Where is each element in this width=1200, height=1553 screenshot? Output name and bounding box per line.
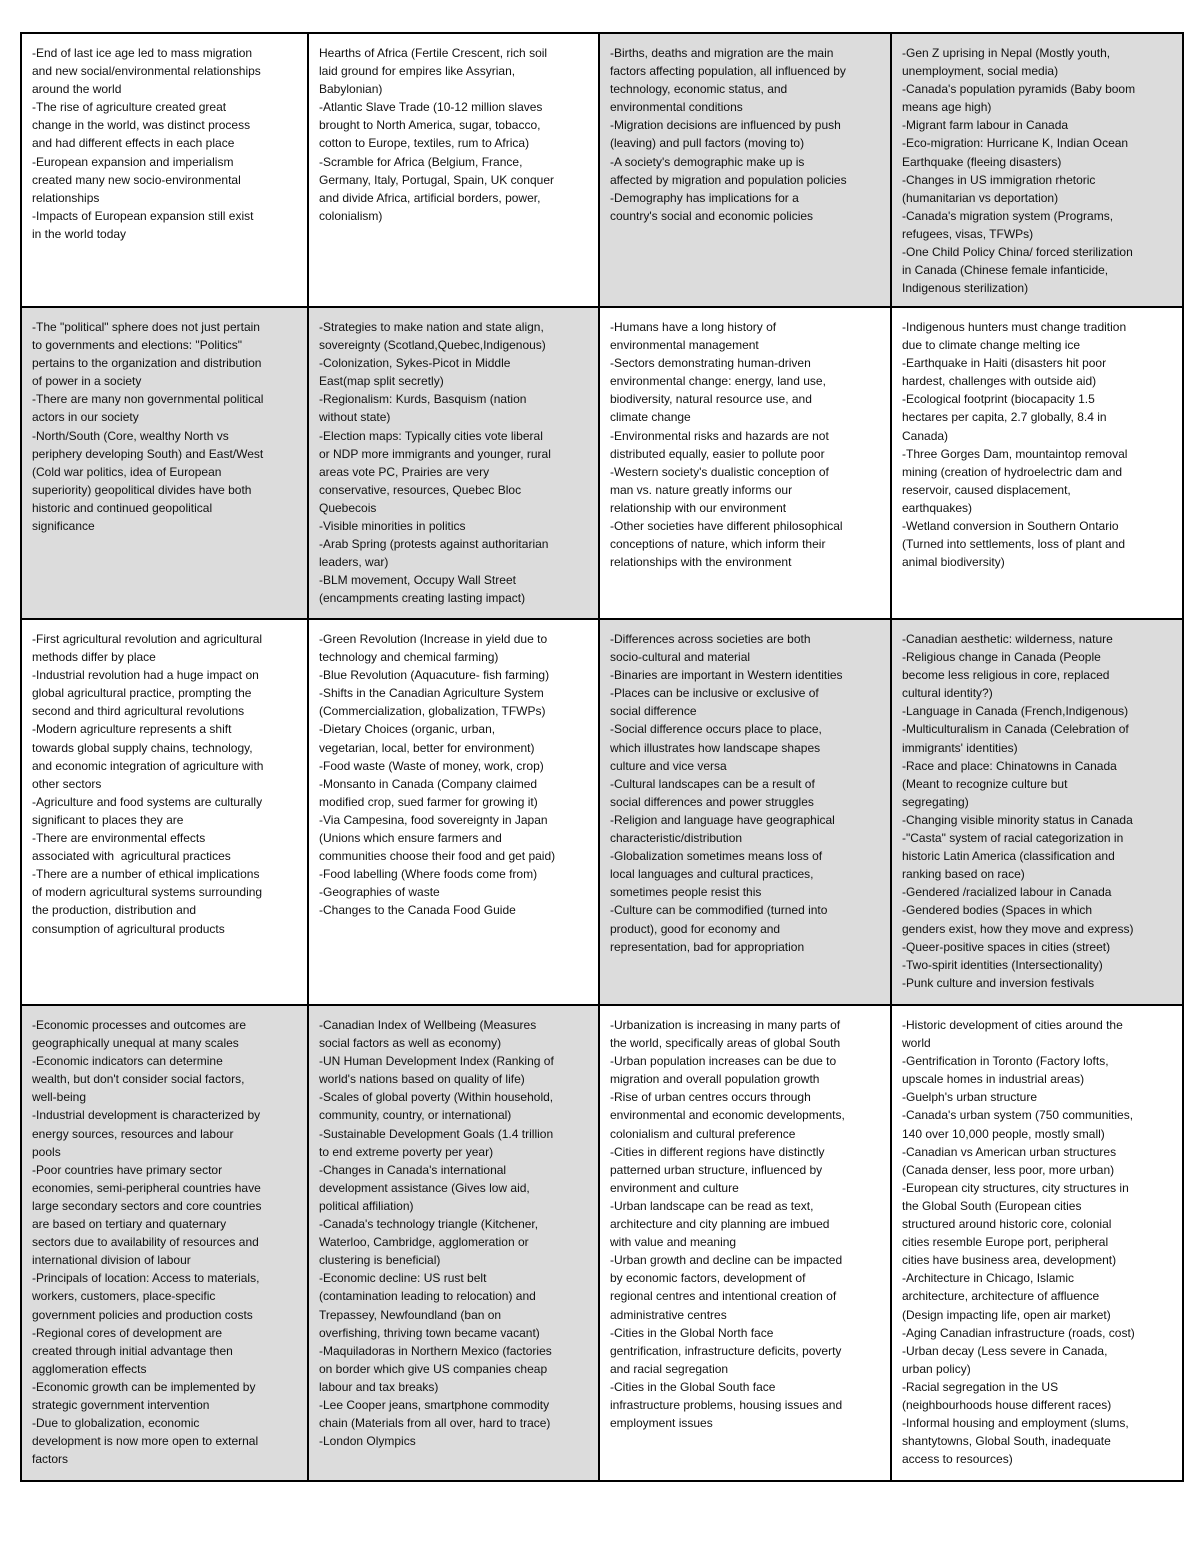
cell-text-line: -Other societies have different philosophical [610, 519, 843, 534]
cell-text-line: become less religious in core, replaced [902, 668, 1110, 683]
cell-text-line: social factors as well as economy) [319, 1036, 502, 1051]
cell-text-line: relationships [32, 190, 100, 205]
cell-r2-c4 [891, 307, 1183, 619]
cell-r1-c3 [599, 33, 891, 307]
cell-text-line: -Geographies of waste [319, 885, 440, 900]
cell-text-line: culture and vice versa [610, 758, 727, 773]
cell-text-line: on border which give US companies cheap [319, 1361, 548, 1376]
cell-text-line: -London Olympics [319, 1434, 416, 1449]
cell-text-line: Babylonian) [319, 82, 383, 97]
cell-text-line: hardest, challenges with outside aid) [902, 374, 1097, 389]
cell-text-line: -There are environmental effects [32, 831, 206, 846]
cell-text-line: in the world today [32, 226, 127, 241]
cell-text-line: and divide Africa, artificial borders, power, [319, 190, 541, 205]
cell-text-line: -Rise of urban centres occurs through [610, 1090, 811, 1105]
cell-text-line: -Green Revolution (Increase in yield due to [319, 632, 548, 646]
cell-text-line: regional centres and intentional creation of [610, 1289, 837, 1304]
cell-text-line: infrastructure problems, housing issues and [610, 1397, 843, 1412]
cell-text-line: (leaving) and pull factors (moving to) [610, 136, 805, 151]
cell-text-line: -Food labelling (Where foods come from) [319, 867, 538, 882]
cell-text-line: -Humans have a long history of [610, 320, 777, 334]
cell-text-line: -Urban decay (Less severe in Canada, [902, 1343, 1108, 1358]
cell-text-line: Quebecois [319, 500, 377, 515]
cell-text-line: wealth, but don't consider social factors, [32, 1072, 245, 1087]
cell-text-line: -Religious change in Canada (People [902, 650, 1101, 665]
cell-text-line: -Industrial development is characterized by [32, 1108, 261, 1123]
cell-text-line: sovereignty (Scotland,Quebec,Indigenous) [319, 338, 546, 353]
cell-text-line: -There are many non governmental political [32, 392, 264, 407]
cell-text-line: genders exist, how they move and express) [902, 921, 1134, 936]
cell-text-line: -Scramble for Africa (Belgium, France, [319, 154, 523, 169]
cell-text-line: -Guelph's urban structure [902, 1090, 1038, 1105]
cell-text-line: cultural identity?) [902, 686, 993, 701]
cell-text-line: social difference [610, 704, 697, 719]
cell-text-line: mining (creation of hydroelectric dam and [902, 464, 1123, 479]
cell-text-line: -Impacts of European expansion still exist [32, 208, 254, 223]
cell-text-line: technology and chemical farming) [319, 650, 499, 665]
cell-text-line: world's nations based on quality of life) [319, 1072, 525, 1087]
notes-table-body [21, 33, 1183, 1481]
cell-text-line: -European city structures, city structures in [902, 1180, 1129, 1195]
cell-text-line: cities have business area, development) [902, 1253, 1117, 1268]
cell-text-line: -Canada's technology triangle (Kitchener, [319, 1217, 539, 1232]
cell-text-line: -Urban population increases can be due to [610, 1054, 837, 1069]
cell-text-line: 140 over 10,000 people, mostly small) [902, 1126, 1105, 1141]
cell-text-line: of power in a society [32, 374, 142, 389]
cell-text-line: -Migrant farm labour in Canada [902, 118, 1069, 133]
cell-text-line: (contamination leading to relocation) and [319, 1289, 536, 1304]
cell-text-line: -Queer-positive spaces in cities (street) [902, 939, 1111, 954]
cell-r1-c2 [308, 33, 599, 307]
cell-text-line: environmental conditions [610, 100, 743, 115]
cell-text-line: government policies and production costs [32, 1307, 253, 1322]
cell-text-line: biodiversity, natural resource use, and [610, 392, 812, 407]
cell-text-line: and racial segregation [610, 1361, 729, 1376]
cell-text-line: man vs. nature greatly informs our [610, 482, 793, 497]
cell-text-line: towards global supply chains, technology, [32, 740, 253, 755]
cell-text-line: in Canada (Chinese female infanticide, [902, 263, 1109, 278]
cell-text-line: -Changes in Canada's international [319, 1162, 507, 1177]
cell-text-line: (humanitarian vs deportation) [902, 190, 1059, 205]
cell-text-line: significance [32, 519, 95, 534]
cell-text-line: -Poor countries have primary sector [32, 1162, 223, 1177]
cell-text-line: -Monsanto in Canada (Company claimed [319, 776, 538, 791]
cell-text-line: distributed equally, easier to pollute poor [610, 446, 825, 461]
cell-text-line: sometimes people resist this [610, 885, 762, 900]
cell-text-line: -Due to globalization, economic [32, 1416, 200, 1431]
cell-text-line: global agricultural practice, prompting the [32, 686, 252, 701]
cell-r4-c4 [891, 1005, 1183, 1481]
cell-text-line: created through initial advantage then [32, 1343, 233, 1358]
cell-text-line: -Gendered /racialized labour in Canada [902, 885, 1112, 900]
cell-text-line: East(map split secretly) [319, 374, 444, 389]
cell-text-line: -Dietary Choices (organic, urban, [319, 722, 496, 737]
cell-text-line: relationship with our environment [610, 500, 787, 515]
cell-text-line: actors in our society [32, 410, 139, 425]
cell-text-line: -Changes to the Canada Food Guide [319, 903, 516, 918]
cell-text-line: socio-cultural and material [610, 650, 751, 665]
cell-text-line: -Western society's dualistic conception of [610, 464, 829, 479]
cell-text-line: (Canada denser, less poor, more urban) [902, 1162, 1115, 1177]
cell-text-line: -Industrial revolution had a huge impact on [32, 668, 259, 683]
cell-r1-c1 [21, 33, 308, 307]
cell-text-line: and economic integration of agriculture with [32, 758, 264, 773]
cell-text-line: by economic factors, development of [610, 1271, 806, 1286]
cell-r3-c3 [599, 619, 891, 1005]
cell-text-line: (encampments creating lasting impact) [319, 591, 526, 606]
cell-r2-c1 [21, 307, 308, 619]
cell-text-line: political affiliation) [319, 1198, 414, 1213]
cell-text-line: -Migration decisions are influenced by push [610, 118, 841, 133]
cell-text-line: change in the world, was distinct process [32, 118, 251, 133]
cell-text-line: social differences and power struggles [610, 794, 814, 809]
cell-text-line: international division of labour [32, 1253, 191, 1268]
cell-text-line: -Urban landscape can be read as text, [610, 1198, 814, 1213]
cell-text-line: -Atlantic Slave Trade (10-12 million slaves [319, 100, 543, 115]
cell-text-line: modified crop, sued farmer for growing it) [319, 794, 538, 809]
cell-text-line: without state) [319, 410, 391, 425]
cell-text-line: superiority) geopolitical divides have both [32, 482, 252, 497]
cell-r3-c2 [308, 619, 599, 1005]
cell-text-line: -Gendered bodies (Spaces in which [902, 903, 1093, 918]
cell-text-line: economies, semi-peripheral countries have [32, 1180, 261, 1195]
cell-text-line: or NDP more immigrants and younger, rural [319, 446, 551, 461]
cell-text-line: country's social and economic policies [610, 208, 814, 223]
cell-r3-c1 [21, 619, 308, 1005]
cell-text-line: -Punk culture and inversion festivals [902, 975, 1095, 990]
cell-text-line: -Gen Z uprising in Nepal (Mostly youth, [902, 46, 1111, 60]
cell-text-line: -The "political" sphere does not just pertain [32, 320, 260, 334]
cell-text-line: factors [32, 1452, 69, 1467]
table-row-2 [21, 307, 1183, 619]
cell-text-line: historic and continued geopolitical [32, 500, 213, 515]
cell-text-line: -Economic indicators can determine [32, 1054, 223, 1069]
cell-text-line: to end extreme poverty per year) [319, 1144, 494, 1159]
cell-text-line: energy sources, resources and labour [32, 1126, 234, 1141]
cell-r2-c2 [308, 307, 599, 619]
cell-text-line: -Shifts in the Canadian Agriculture System [319, 686, 544, 701]
cell-text-line: -Social difference occurs place to place, [610, 722, 822, 737]
cell-text-line: methods differ by place [32, 650, 156, 665]
cell-text-line: -Births, deaths and migration are the main [610, 46, 834, 60]
cell-text-line: climate change [610, 410, 691, 425]
cell-text-line: -Three Gorges Dam, mountaintop removal [902, 446, 1128, 461]
cell-text-line: -Economic processes and outcomes are [32, 1018, 247, 1032]
cell-text-line: the production, distribution and [32, 903, 197, 918]
cell-text-line: -Canadian vs American urban structures [902, 1144, 1117, 1159]
cell-text-line: -Regionalism: Kurds, Basquism (nation [319, 392, 527, 407]
cell-text-line: Earthquake (fleeing disasters) [902, 154, 1062, 169]
cell-text-line: ranking based on race) [902, 867, 1025, 882]
cell-text-line: employment issues [610, 1416, 713, 1431]
cell-text-line: -Lee Cooper jeans, smartphone commodity [319, 1397, 550, 1412]
cell-text-line: conceptions of nature, which inform their [610, 537, 826, 552]
cell-text-line: which illustrates how landscape shapes [610, 740, 821, 755]
cell-text-line: sectors due to availability of resources and [32, 1235, 259, 1250]
cell-text-line: -Environmental risks and hazards are not [610, 428, 829, 443]
cell-text-line: cities resemble Europe port, peripheral [902, 1235, 1109, 1250]
cell-text-line: refugees, visas, TFWPs) [902, 226, 1034, 241]
table-row-4 [21, 1005, 1183, 1481]
cell-text-line: -Food waste (Waste of money, work, crop) [319, 758, 544, 773]
cell-r3-c4 [891, 619, 1183, 1005]
cell-text-line: and new social/environmental relationships [32, 64, 261, 79]
table-row-3 [21, 619, 1183, 1005]
cell-text-line: -Cultural landscapes can be a result of [610, 776, 815, 791]
cell-text-line: leaders, war) [319, 555, 389, 570]
cell-text-line: environmental and economic developments, [610, 1108, 845, 1123]
cell-text-line: affected by migration and population policies [610, 172, 847, 187]
cell-r1-c4 [891, 33, 1183, 307]
cell-text-line: (Design impacting life, open air market) [902, 1307, 1111, 1322]
cell-text-line: -Architecture in Chicago, Islamic [902, 1271, 1075, 1286]
cell-text-line: Indigenous sterilization) [902, 281, 1029, 296]
cell-text-line: -Informal housing and employment (slums, [902, 1416, 1129, 1431]
cell-text-line: and had different effects in each place [32, 136, 235, 151]
cell-text-line: brought to North America, sugar, tobacco, [319, 118, 541, 133]
cell-text-line: immigrants' identities) [902, 740, 1018, 755]
cell-text-line: -Wetland conversion in Southern Ontario [902, 519, 1119, 534]
cell-text-line: gentrification, infrastructure deficits, poverty [610, 1343, 842, 1358]
cell-text-line: (Unions which ensure farmers and [319, 831, 502, 846]
cell-text-line: means age high) [902, 100, 992, 115]
cell-text-line: are based on tertiary and quaternary [32, 1217, 227, 1232]
cell-text-line: -Aging Canadian infrastructure (roads, cost) [902, 1325, 1135, 1340]
cell-text-line: other sectors [32, 776, 102, 791]
cell-text-line: (Meant to recognize culture but [902, 776, 1068, 791]
cell-text-line: colonialism and cultural preference [610, 1126, 796, 1141]
cell-text-line: (Turned into settlements, loss of plant and [902, 537, 1126, 552]
cell-text-line: -Canadian aesthetic: wilderness, nature [902, 632, 1113, 646]
cell-text-line: colonialism) [319, 208, 383, 223]
cell-text-line: -Changing visible minority status in Canada [902, 812, 1133, 827]
cell-text-line: vegetarian, local, better for environment) [319, 740, 535, 755]
cell-text-line: (neighbourhoods house different races) [902, 1397, 1112, 1412]
cell-text-line: second and third agricultural revolutions [32, 704, 245, 719]
cell-text-line: the Global South (European cities [902, 1198, 1082, 1213]
cell-text-line: -Canada's urban system (750 communities, [902, 1108, 1134, 1123]
cell-text-line: -The rise of agriculture created great [32, 100, 227, 115]
cell-text-line: -Blue Revolution (Aquacuture- fish farming) [319, 668, 550, 683]
cell-text-line: environmental change: energy, land use, [610, 374, 826, 389]
cell-text-line: -Election maps: Typically cities vote liberal [319, 428, 543, 443]
cell-text-line: -Cities in the Global South face [610, 1379, 776, 1394]
cell-text-line: -Places can be inclusive or exclusive of [610, 686, 819, 701]
cell-text-line: due to climate change melting ice [902, 338, 1081, 353]
cell-text-line: earthquakes) [902, 500, 973, 515]
cell-text-line: -North/South (Core, wealthy North vs [32, 428, 229, 443]
cell-text-line: (Cold war politics, idea of European [32, 464, 222, 479]
cell-text-line: -Colonization, Sykes-Picot in Middle [319, 356, 511, 371]
cell-text-line: segregating) [902, 794, 969, 809]
cell-text-line: world [902, 1036, 931, 1051]
cell-text-line: -Urbanization is increasing in many parts of [610, 1018, 841, 1032]
cell-text-line: created many new socio-environmental [32, 172, 241, 187]
cell-text-line: -Two-spirit identities (Intersectionality) [902, 957, 1103, 972]
cell-text-line: overfishing, thriving town became vacant) [319, 1325, 540, 1340]
cell-text-line: -Urban growth and decline can be impacted [610, 1253, 843, 1268]
cell-text-line: labour and tax breaks) [319, 1379, 439, 1394]
cell-text-line: -Multiculturalism in Canada (Celebration of [902, 722, 1129, 737]
cell-text-line: community, country, or international) [319, 1108, 512, 1123]
cell-text-line: environment and culture [610, 1180, 739, 1195]
cell-text-line: -Historic development of cities around the [902, 1018, 1123, 1032]
cell-text-line: migration and overall population growth [610, 1072, 820, 1087]
cell-text-line: reservoir, caused displacement, [902, 482, 1071, 497]
cell-text-line: -Cities in the Global North face [610, 1325, 774, 1340]
cell-text-line: -End of last ice age led to mass migration [32, 46, 253, 60]
cell-text-line: Germany, Italy, Portugal, Spain, UK conquer [319, 172, 555, 187]
cell-text-line: -Economic decline: US rust belt [319, 1271, 487, 1286]
cell-text-line: -Language in Canada (French,Indigenous) [902, 704, 1129, 719]
cell-text-line: clustering is beneficial) [319, 1253, 441, 1268]
cell-text-line: pertains to the organization and distribution [32, 356, 262, 371]
cell-text-line: -Canadian Index of Wellbeing (Measures [319, 1018, 537, 1032]
cell-text-line: urban policy) [902, 1361, 971, 1376]
cell-text-line: of modern agricultural systems surrounding [32, 885, 263, 900]
cell-text-line: -Canada's population pyramids (Baby boom [902, 82, 1136, 97]
cell-text-line: characteristic/distribution [610, 831, 743, 846]
cell-text-line: pools [32, 1144, 61, 1159]
cell-text-line: -There are a number of ethical implications [32, 867, 260, 882]
cell-text-line: cotton to Europe, textiles, rum to Africa) [319, 136, 530, 151]
cell-text-line: -Racial segregation in the US [902, 1379, 1059, 1394]
cell-text-line: -One Child Policy China/ forced sterilization [902, 245, 1133, 260]
cell-text-line: -Strategies to make nation and state align, [319, 320, 544, 334]
cell-text-line: associated with agricultural practices [32, 849, 231, 864]
table-row-1 [21, 33, 1183, 307]
cell-text-line: with value and meaning [610, 1235, 737, 1250]
cell-text-line: animal biodiversity) [902, 555, 1005, 570]
cell-text-line: significant to places they are [32, 812, 184, 827]
cell-text-line: Canada) [902, 428, 949, 443]
cell-text-line: access to resources) [902, 1452, 1013, 1467]
cell-text-line: -Regional cores of development are [32, 1325, 223, 1340]
cell-text-line: -Religion and language have geographical [610, 812, 835, 827]
cell-text-line: -Modern agriculture represents a shift [32, 722, 232, 737]
cell-text-line: -Eco-migration: Hurricane K, Indian Ocean [902, 136, 1129, 151]
cell-text-line: geographically unequal at many scales [32, 1036, 239, 1051]
cell-text-line: laid ground for empires like Assyrian, [319, 64, 516, 79]
cell-text-line: shantytowns, Global South, inadequate [902, 1434, 1111, 1449]
cell-text-line: to governments and elections: "Politics" [32, 338, 242, 353]
cell-text-line: -Visible minorities in politics [319, 519, 466, 534]
cell-text-line: -Culture can be commodified (turned into [610, 903, 828, 918]
cell-text-line: -Changes in US immigration rhetoric [902, 172, 1096, 187]
cell-text-line: -Arab Spring (protests against authoritarian [319, 537, 549, 552]
cell-text-line: factors affecting population, all influenced by [610, 64, 846, 79]
cell-text-line: -Principals of location: Access to materials, [32, 1271, 260, 1286]
cell-text-line: administrative centres [610, 1307, 727, 1322]
cell-text-line: -Scales of global poverty (Within household, [319, 1090, 554, 1105]
cell-text-line: -Globalization sometimes means loss of [610, 849, 823, 864]
cell-text-line: (Commercialization, globalization, TFWPs) [319, 704, 546, 719]
cell-r4-c3 [599, 1005, 891, 1481]
cell-text-line: historic Latin America (classification and [902, 849, 1115, 864]
cell-text-line: -Economic growth can be implemented by [32, 1379, 256, 1394]
cell-text-line: -Earthquake in Haiti (disasters hit poor [902, 356, 1107, 371]
cell-text-line: -Binaries are important in Western identities [610, 668, 843, 683]
cell-text-line: development is now more open to external [32, 1434, 259, 1449]
cell-text-line: hectares per capita, 2.7 globally, 8.4 in [902, 410, 1107, 425]
cell-text-line: periphery developing South) and East/West [32, 446, 264, 461]
cell-text-line: representation, bad for appropriation [610, 939, 805, 954]
cell-text-line: relationships with the environment [610, 555, 792, 570]
cell-text-line: -Sectors demonstrating human-driven [610, 356, 811, 371]
cell-text-line: conservative, resources, Quebec Bloc [319, 482, 522, 497]
cell-text-line: -Canada's migration system (Programs, [902, 208, 1114, 223]
cell-text-line: -A society's demographic make up is [610, 154, 805, 169]
cell-text-line: agglomeration effects [32, 1361, 147, 1376]
cell-text-line: workers, customers, place-specific [32, 1289, 216, 1304]
cell-text-line: strategic government intervention [32, 1397, 210, 1412]
cell-text-line: local languages and cultural practices, [610, 867, 814, 882]
cell-text-line: large secondary sectors and core countries [32, 1198, 262, 1213]
cell-text-line: -Gentrification in Toronto (Factory lofts, [902, 1054, 1109, 1069]
cell-text-line: -European expansion and imperialism [32, 154, 234, 169]
cell-text-line: -Demography has implications for a [610, 190, 799, 205]
cell-text-line: Trepassey, Newfoundland (ban on [319, 1307, 502, 1322]
cell-text-line: -Via Campesina, food sovereignty in Japan [319, 812, 548, 827]
cell-text-line: consumption of agricultural products [32, 921, 225, 936]
cell-text-line: chain (Materials from all over, hard to trace) [319, 1416, 551, 1431]
cell-text-line: -Maquiladoras in Northern Mexico (factories [319, 1343, 552, 1358]
cell-text-line: technology, economic status, and [610, 82, 788, 97]
cell-text-line: around the world [32, 82, 122, 97]
cell-text-line: -Indigenous hunters must change tradition [902, 320, 1127, 334]
cell-text-line: product), good for economy and [610, 921, 781, 936]
cell-text-line: -Cities in different regions have distinctly [610, 1144, 825, 1159]
cell-r4-c1 [21, 1005, 308, 1481]
cell-text-line: -First agricultural revolution and agricultural [32, 632, 263, 646]
cell-text-line: -Race and place: Chinatowns in Canada [902, 758, 1117, 773]
cell-text-line: the world, specifically areas of global South [610, 1036, 841, 1051]
cell-text-line: unemployment, social media) [902, 64, 1059, 79]
cell-text-line: architecture and city planning are imbued [610, 1217, 830, 1232]
cell-text-line: Waterloo, Cambridge, agglomeration or [319, 1235, 529, 1250]
notes-table [20, 32, 1184, 1482]
cell-text-line: architecture, architecture of affluence [902, 1289, 1100, 1304]
cell-r4-c2 [308, 1005, 599, 1481]
cell-text-line: environmental management [610, 338, 759, 353]
cell-text-line: structured around historic core, colonial [902, 1217, 1112, 1232]
cell-text-line: upscale homes in industrial areas) [902, 1072, 1085, 1087]
cell-text-line: -UN Human Development Index (Ranking of [319, 1054, 554, 1069]
cell-text-line: development assistance (Gives low aid, [319, 1180, 530, 1195]
cell-text-line: communities choose their food and get paid) [319, 849, 556, 864]
cell-text-line: patterned urban structure, influenced by [610, 1162, 823, 1177]
cell-text-line: -Ecological footprint (biocapacity 1.5 [902, 392, 1095, 407]
cell-text-line: Hearths of Africa (Fertile Crescent, rich soil [319, 46, 548, 60]
cell-text-line: areas vote PC, Prairies are very [319, 464, 490, 479]
cell-text-line: -Sustainable Development Goals (1.4 trillion [319, 1126, 554, 1141]
cell-text-line: well-being [32, 1090, 87, 1105]
cell-text-line: -"Casta" system of racial categorization in [902, 831, 1124, 846]
cell-text-line: -Differences across societies are both [610, 632, 811, 646]
cell-r2-c3 [599, 307, 891, 619]
cell-text-line: -BLM movement, Occupy Wall Street [319, 573, 516, 588]
cell-text-line: -Agriculture and food systems are culturally [32, 794, 263, 809]
